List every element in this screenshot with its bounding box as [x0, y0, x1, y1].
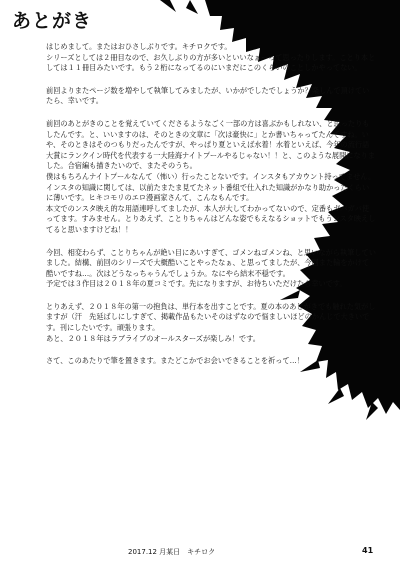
- afterword-body: [46, 42, 376, 377]
- paragraph-night-pool: 前回のあとがきのことを覚えていてくださるようなごく一部の方は喜ぶかもしれない、と思ったりもしたんです。と、いいますのは、そのときの文章に「次は豪快に」とか書いちゃってたんですね。いや、そのときはそのつもりだったんですが、やっぱり夏といえば水着！水着といえば、今年の流行語大賞にランクイン時代を代表する一大陸海ナイトプールやるじゃない！！と、このような展開になりました。合宿編も描きたいので、またそのうち。 僕はもちろんナイトプールなんて（怖い）行ったことないです。インスタもアカウント持ってません。インスタの知識に関しては、以前たまたま見てたネット番組で仕入れた知識がかなり助かったくらいに薄いです。ヒキコモリのエロ漫画家さんて、こんなもんです。 本文でのンスタ映え的な用語連呼してましたが、本人が大してわかってないので、定番もガバガバ使ってます。すみません。とりあえず、ことりちゃんはどんな姿でもえなるショットでもうンスタ映えしてると思いますけどね！！: [46, 118, 376, 234]
- paragraph-page-count: 前回よりまたページ数を増やして執筆してみましたが、いかがでしたでしょうか？楽しんで頂けていたら、幸いです。: [46, 85, 370, 106]
- afterword-heading: あとがき: [12, 10, 93, 32]
- paragraph-closing: さて、このあたりで筆を置きます。またどこかでお会いできることを祈って…！: [46, 356, 305, 366]
- paragraph-next-book: 今回、相変わらず、ことりちゃんが絶い目にあいすぎて、ゴメンねゴメンね、と思いながら執筆していました。結構、前回のシリーズで大概酷いことやったなぁ、と思ってましたが、今回また輪をかけて酷いですね…。次はどうなっちゃうんでしょうか。なにやら結末不穏です。 予定では３作目は２０１８年の夏コミです。先になりますが、お待ちいただけたら幸いです。: [46, 247, 376, 289]
- paragraph-greeting: はじめまして。またはおひさしぶりです。キチロクです。 シリーズとしては２冊目なので、お久しぶりの方が多いといいなぁーって思ったりします。ことり本としては１１冊目みたいです。もう２桁になってるのにいまだにこのくらいのことしかやってない。: [46, 42, 376, 73]
- paragraph-resolution: とりあえず、２０１８年の第一の抱負は、単行本を出すことです。夏の本のあとがきでも触れた気がしますが（汗 先延ばしにしすぎて、掲載作品もたいそのはずなので悩ましいほどのかんじで大きいです。刊にしたいです。頑張ります。 あと、２０１８年はラブライブのオールスターズが楽しみ！です。: [46, 301, 376, 343]
- page-number: 41: [362, 546, 374, 555]
- signature-date: 2017.12 月某日 キチロク: [128, 548, 216, 556]
